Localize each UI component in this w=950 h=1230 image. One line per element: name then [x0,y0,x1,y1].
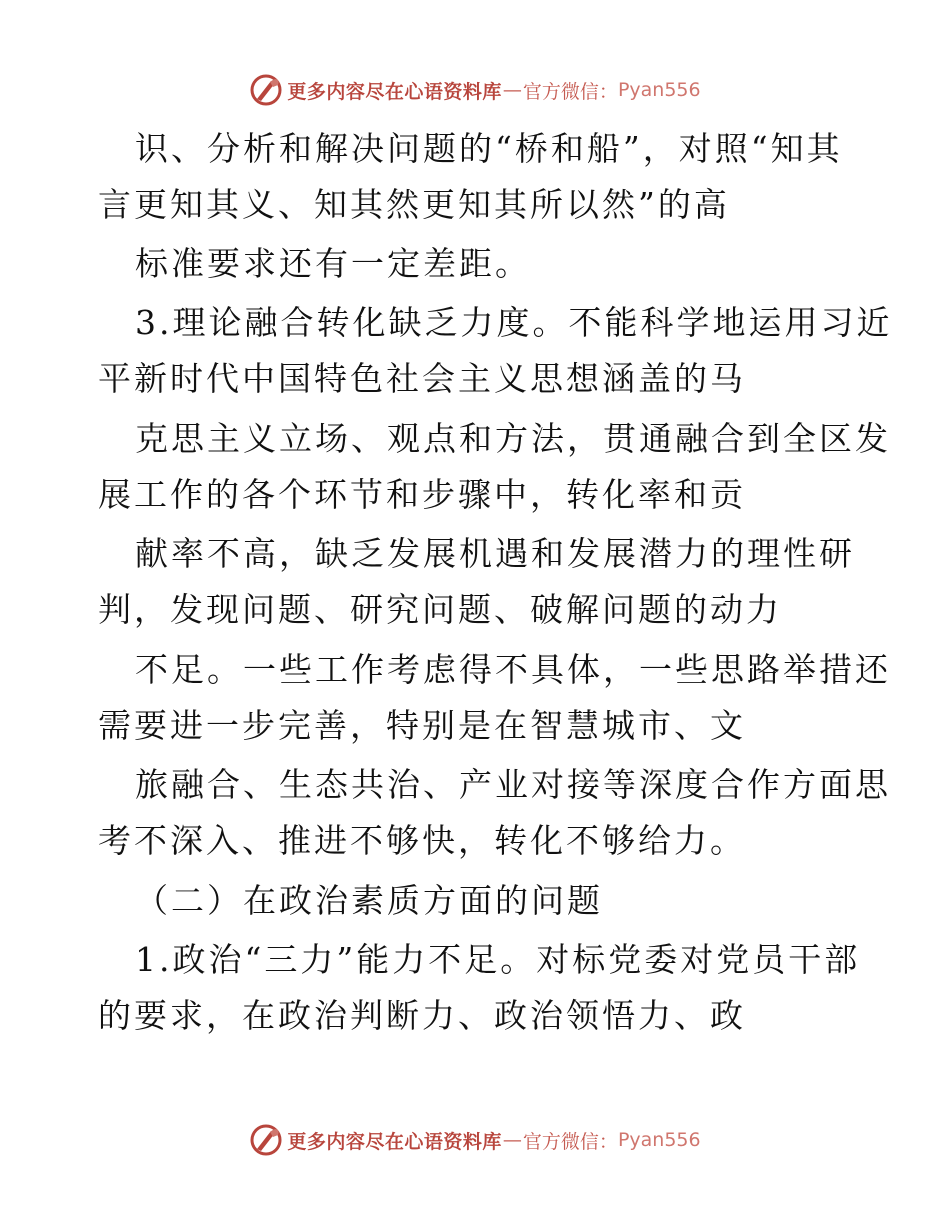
footer-watermark [0,1120,950,1160]
text-line: 考不深入、推进不够快，转化不够给力。 [98,821,746,860]
watermark-account-id: Pyan556 [617,79,701,101]
text-line: 不足。一些工作考虑得不具体，一些思路举措还 [135,650,891,689]
quill-logo-icon [249,73,283,107]
watermark-text: 更多内容尽在心语资料库 [287,80,502,103]
watermark-separator: — [502,79,522,101]
watermark-text: 更多内容尽在心语资料库 [287,1130,502,1153]
quill-logo-icon [249,1123,283,1157]
text-line: 展工作的各个环节和步骤中，转化率和贡 [98,475,746,514]
watermark-account-id: Pyan556 [617,1129,701,1151]
watermark-separator: — [502,1129,522,1151]
text-line: 言更知其义、知其然更知其所以然”的高 [98,185,730,224]
header-watermark [0,70,950,110]
watermark-account-label: 官方微信： [522,1130,618,1153]
text-line: 需要进一步完善，特别是在智慧城市、文 [98,706,746,745]
text-line: 旅融合、生态共治、产业对接等深度合作方面思 [135,765,891,804]
text-line: 识、分析和解决问题的“桥和船”，对照“知其 [135,129,843,168]
text-line: 标准要求还有一定差距。 [135,244,531,283]
text-line: 3.理论融合转化缺乏力度。不能科学地运用习近 [135,303,893,342]
text-line: 的要求，在政治判断力、政治领悟力、政 [98,996,746,1035]
text-line: 克思主义立场、观点和方法，贯通融合到全区发 [135,419,891,458]
section-heading: （二）在政治素质方面的问题 [135,881,603,920]
text-line: 平新时代中国特色社会主义思想涵盖的马 [98,359,746,398]
text-line: 1.政治“三力”能力不足。对标党委对党员干部 [135,940,861,979]
watermark-account-label: 官方微信： [522,80,618,103]
text-line: 献率不高，缺乏发展机遇和发展潜力的理性研 [135,534,855,573]
text-line: 判，发现问题、研究问题、破解问题的动力 [98,590,782,629]
